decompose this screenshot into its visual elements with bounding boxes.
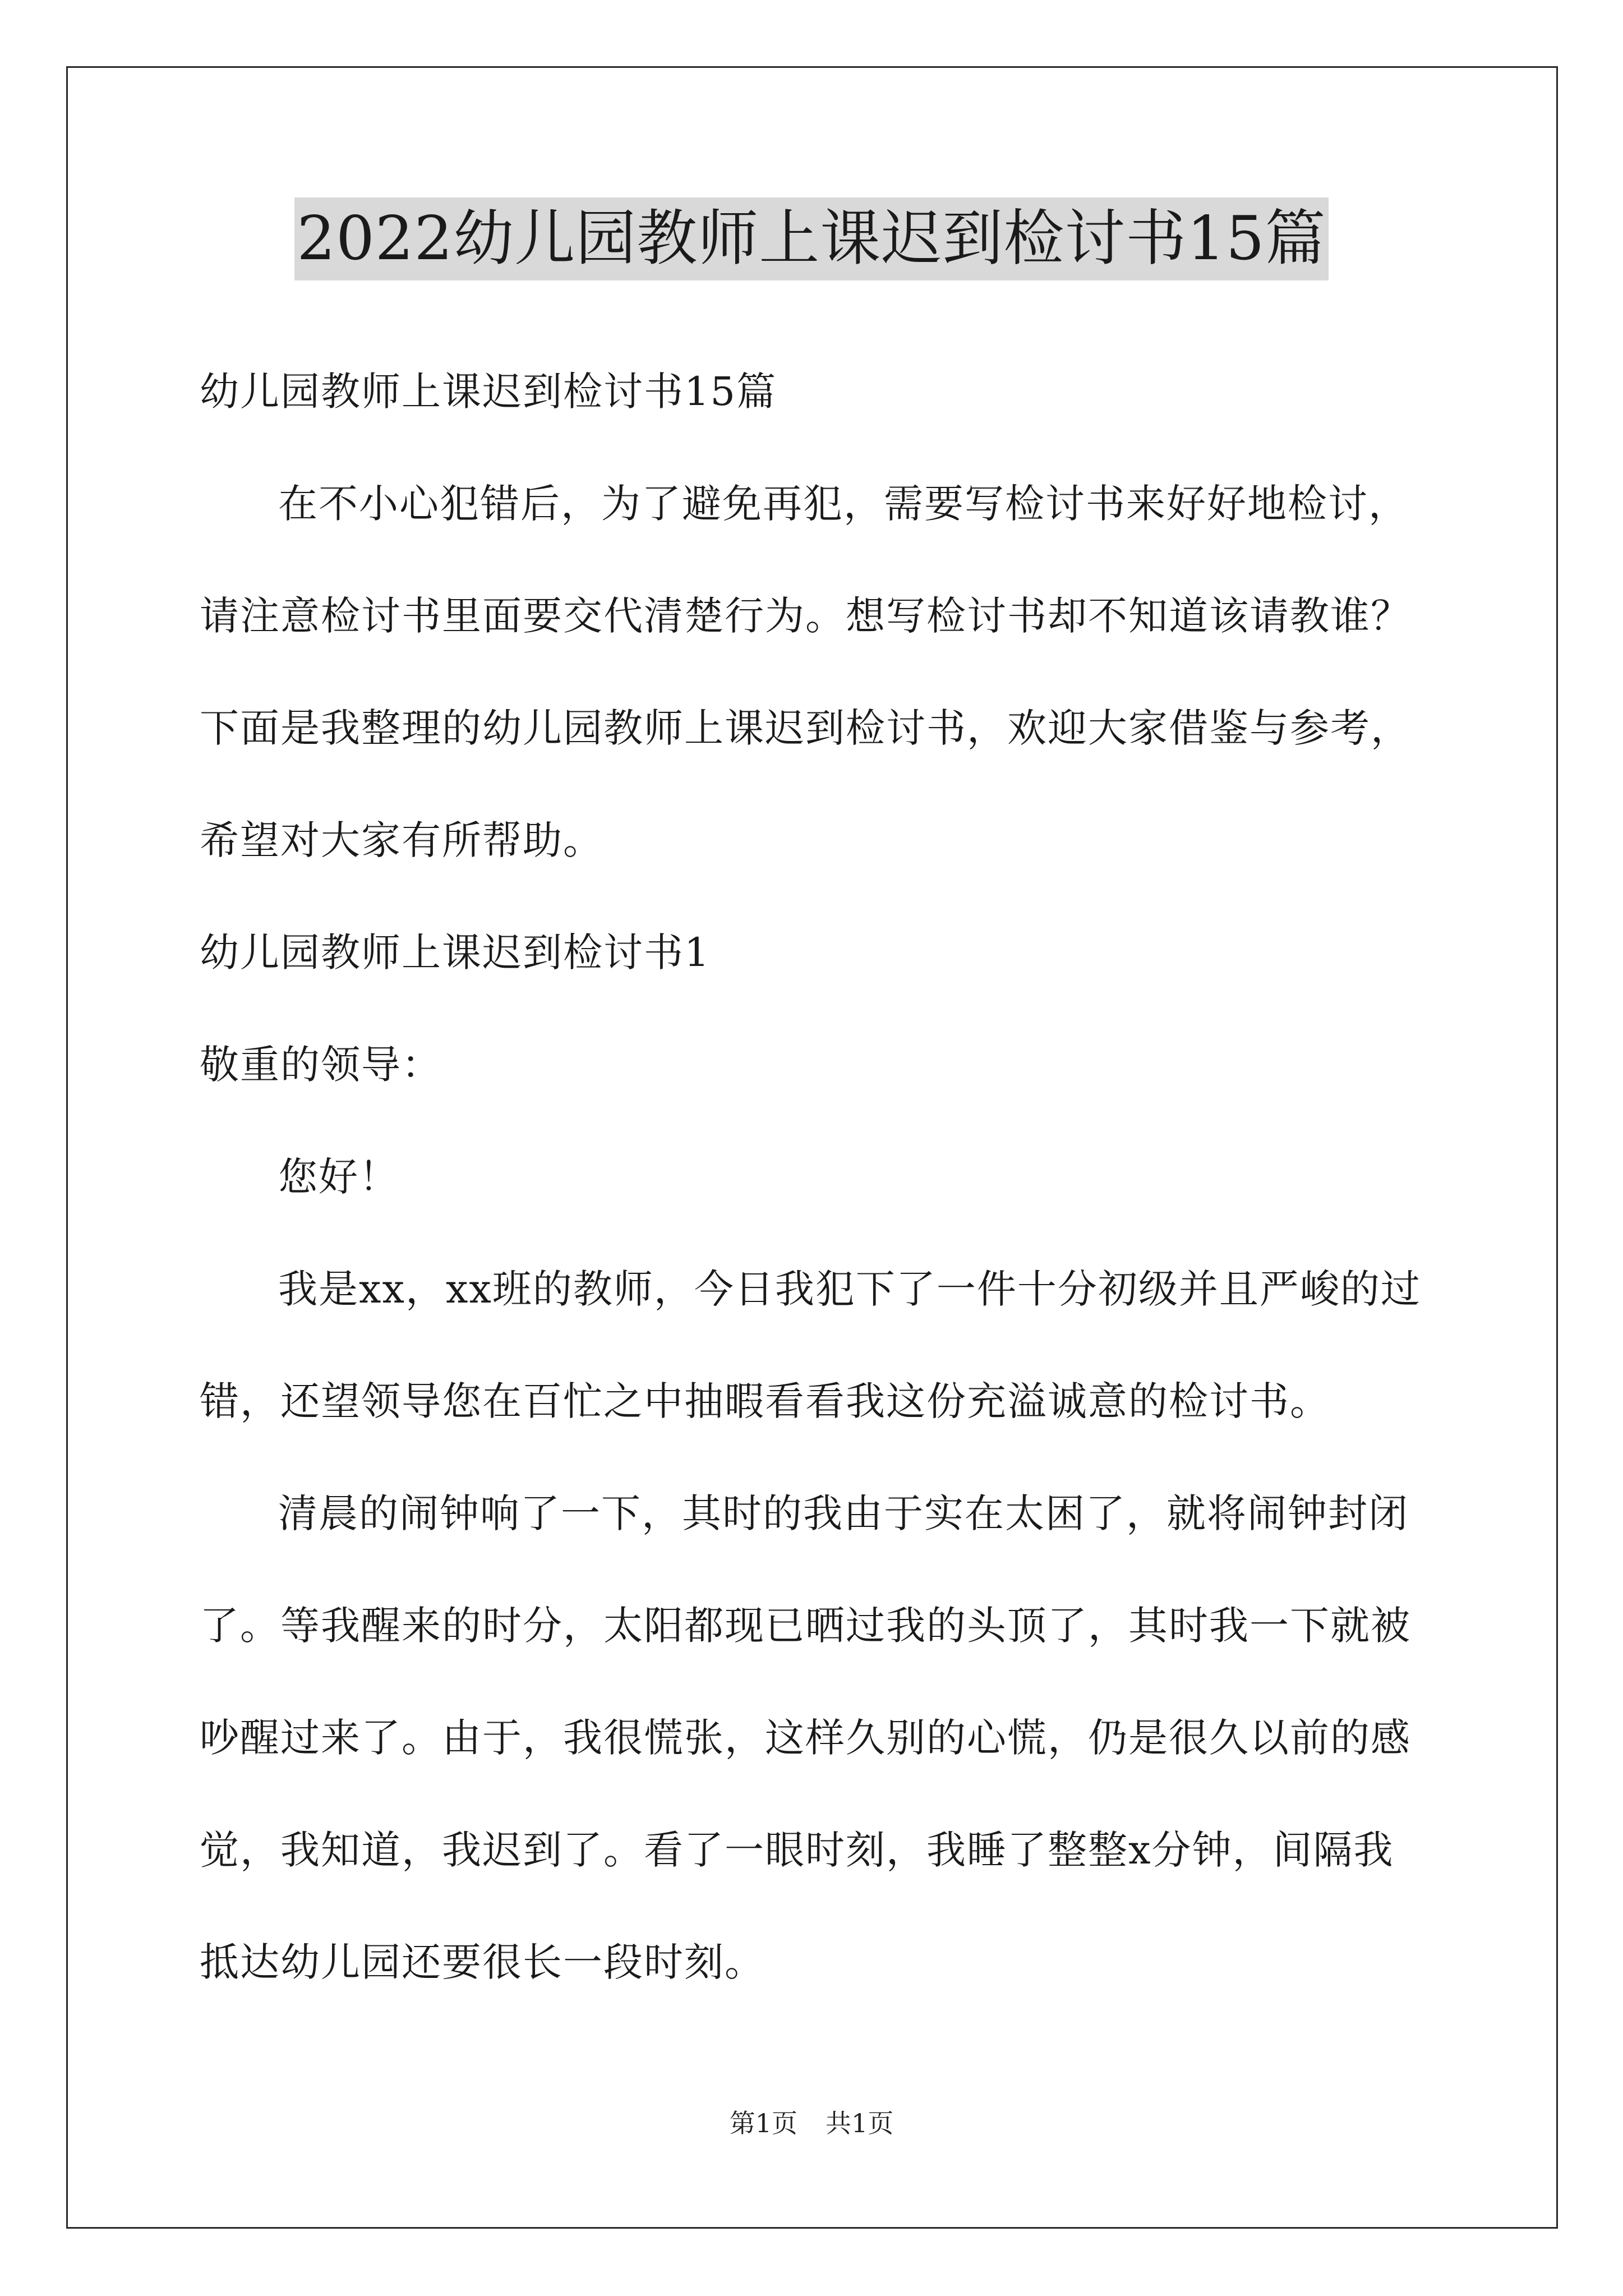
page-footer <box>0 2106 1623 2140</box>
greeting: 您好！ <box>278 1154 399 1200</box>
salutation: 敬重的领导： <box>200 1042 442 1088</box>
title-container <box>0 197 1623 280</box>
document-title: 2022幼儿园教师上课迟到检讨书15篇 <box>294 197 1328 280</box>
intro-paragraph: 在不小心犯错后，为了避免再犯，需要写检讨书来好好地检讨，请注意检讨书里面要交代清楚行为。想写检讨书却不知道该请教谁？下面是我整理的幼儿园教师上课迟到检讨书，欢迎大家借鉴与参考，希望对大家有所帮助。 <box>200 481 1411 863</box>
document-subtitle: 幼儿园教师上课迟到检讨书15篇 <box>200 369 777 415</box>
page-number: 第1页 <box>729 2108 797 2138</box>
body-paragraph-1: 我是xx，xx班的教师，今日我犯下了一件十分初级并且严峻的过错，还望领导您在百忙之中抽暇看看我这份充溢诚意的检讨书。 <box>200 1266 1421 1424</box>
section-heading: 幼儿园教师上课迟到检讨书1 <box>200 930 711 976</box>
page-total: 共1页 <box>826 2108 894 2138</box>
body-paragraph-2: 清晨的闹钟响了一下，其时的我由于实在太困了，就将闹钟封闭了。等我醒来的时分，太阳都现已晒过我的头顶了，其时我一下就被吵醒过来了。由于，我很慌张，这样久别的心慌，仍是很久以前的感觉，我知道，我迟到了。看了一眼时刻，我睡了整整x分钟，间隔我抵达幼儿园还要很长一段时刻。 <box>200 1490 1411 1985</box>
